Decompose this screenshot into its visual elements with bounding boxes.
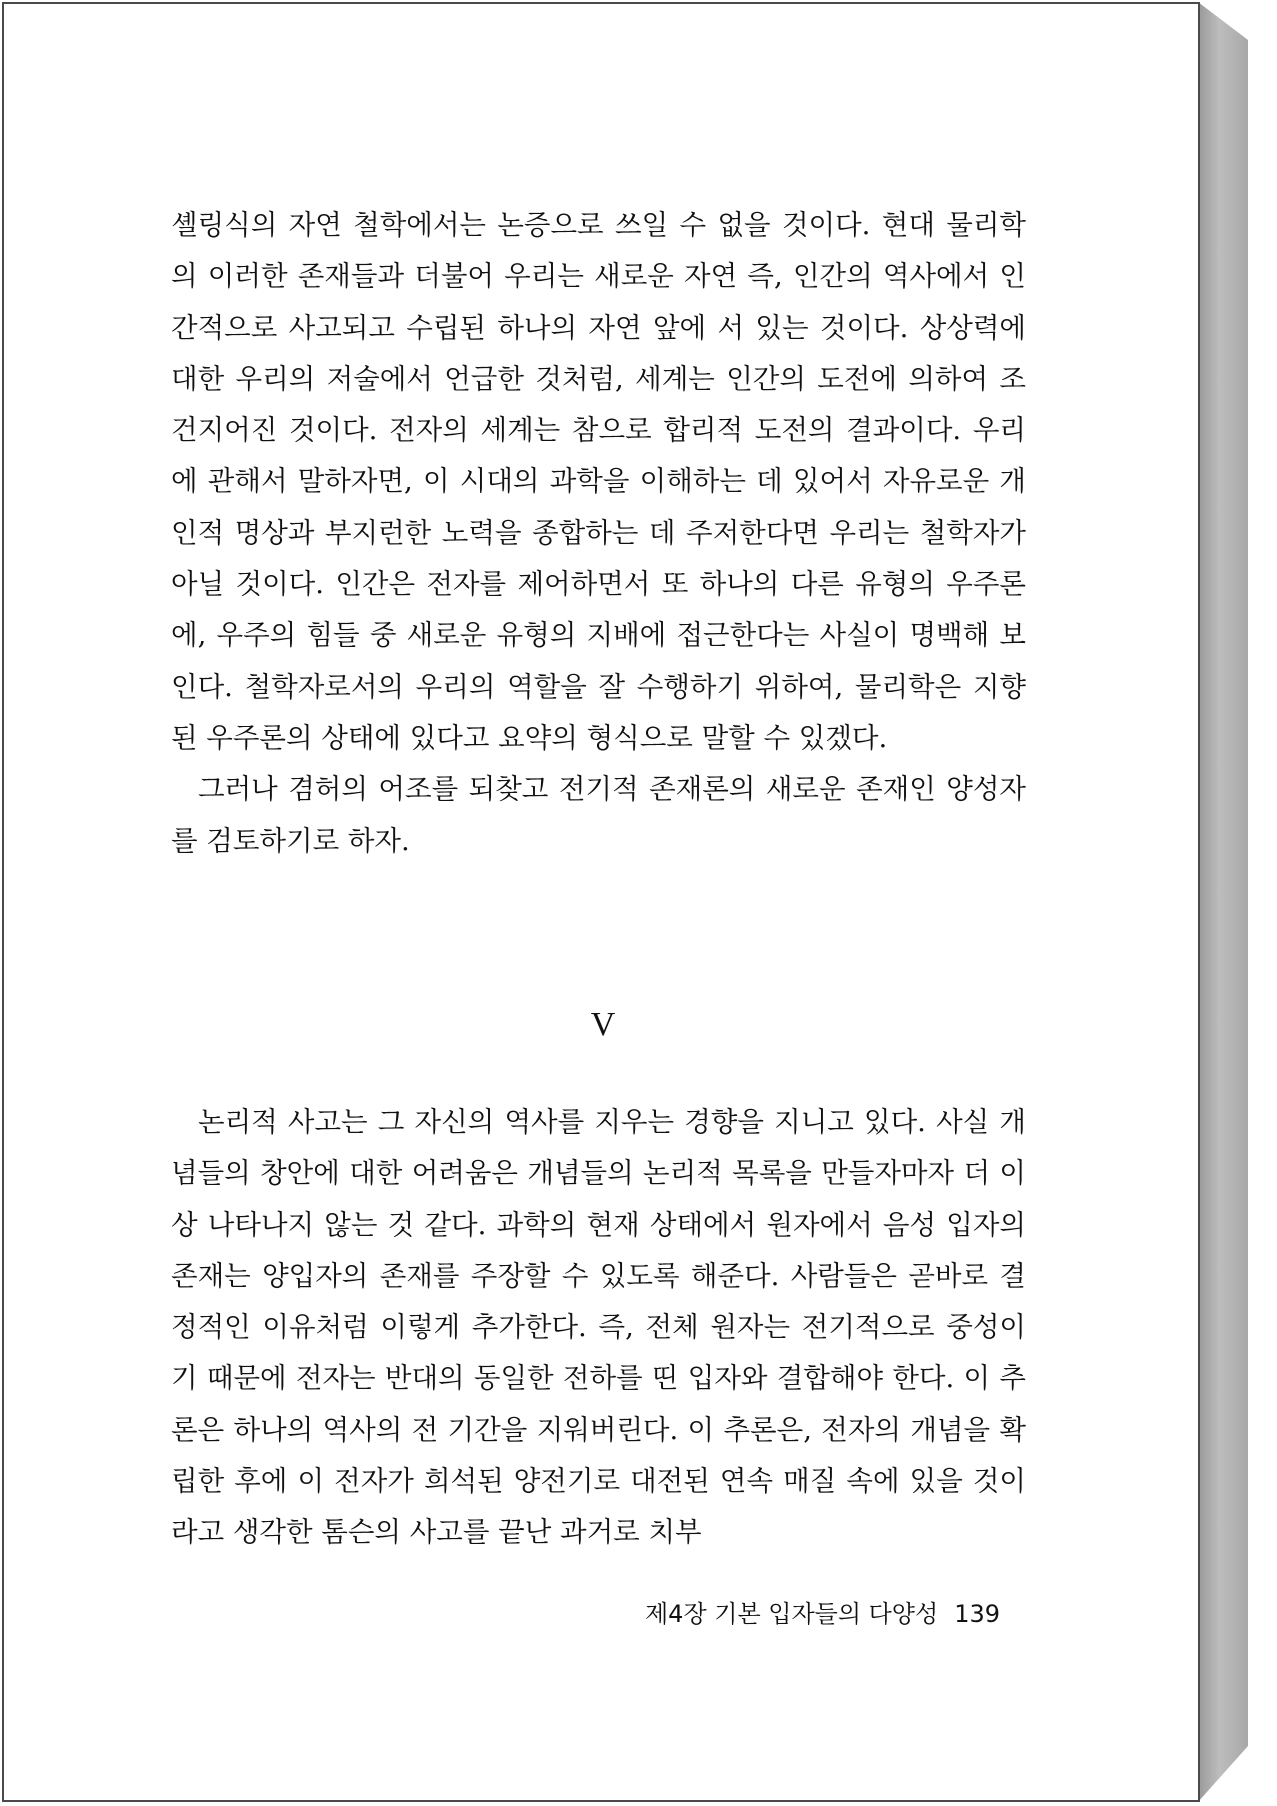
- running-chapter-title: 제4장 기본 입자들의 다양성: [645, 1600, 939, 1628]
- page-footer: [645, 1594, 1000, 1629]
- body-text-upper: [171, 200, 1026, 867]
- paragraph-2: 그러나 겸허의 어조를 되찾고 전기적 존재론의 새로운 존재인 양성자를 검토하기로 하자.: [171, 773, 1026, 857]
- paragraph-3: 논리적 사고는 그 자신의 역사를 지우는 경향을 지니고 있다. 사실 개념들의 창안에 대한 어려움은 개념들의 논리적 목록을 만들자마자 더 이상 나타나지 않는 것 같다. 과학의 현재 상태에서 원자에서 음성 입자의 존재는 양입자의 존재를 주장할 수 있도록 해준다. 사람들은 곧바로 결정적인 이유처럼 이렇게 추가한다. 즉, 전체 원자는 전기적으로 중성이기 때문에 전자는 반대의 동일한 전하를 띤 입자와 결합해야 한다. 이 추론은 하나의 역사의 전 기간을 지워버린다. 이 추론은, 전자의 개념을 확립한 후에 이 전자가 희석된 양전기로 대전된 연속 매질 속에 있을 것이라고 생각한 톰슨의 사고를 끝난 과거로 치부: [171, 1106, 1026, 1549]
- section-heading: V: [590, 1006, 616, 1043]
- book-page: [2, 2, 1200, 1802]
- page-thickness-edge: [1198, 2, 1248, 1802]
- page-number: 139: [954, 1600, 1000, 1628]
- body-text-section: [171, 1097, 1026, 1559]
- paragraph-1: 셸링식의 자연 철학에서는 논증으로 쓰일 수 없을 것이다. 현대 물리학의 이러한 존재들과 더불어 우리는 새로운 자연 즉, 인간의 역사에서 인간적으로 사고되고 수립된 하나의 자연 앞에 서 있는 것이다. 상상력에 대한 우리의 저술에서 언급한 것처럼, 세계는 인간의 도전에 의하여 조건지어진 것이다. 전자의 세계는 참으로 합리적 도전의 결과이다. 우리에 관해서 말하자면, 이 시대의 과학을 이해하는 데 있어서 자유로운 개인적 명상과 부지런한 노력을 종합하는 데 주저한다면 우리는 철학자가 아닐 것이다. 인간은 전자를 제어하면서 또 하나의 다른 유형의 우주론에, 우주의 힘들 중 새로운 유형의 지배에 접근한다는 사실이 명백해 보인다. 철학자로서의 우리의 역할을 잘 수행하기 위하여, 물리학은 지향된 우주론의 상태에 있다고 요약의 형식으로 말할 수 있겠다.: [171, 209, 1026, 754]
